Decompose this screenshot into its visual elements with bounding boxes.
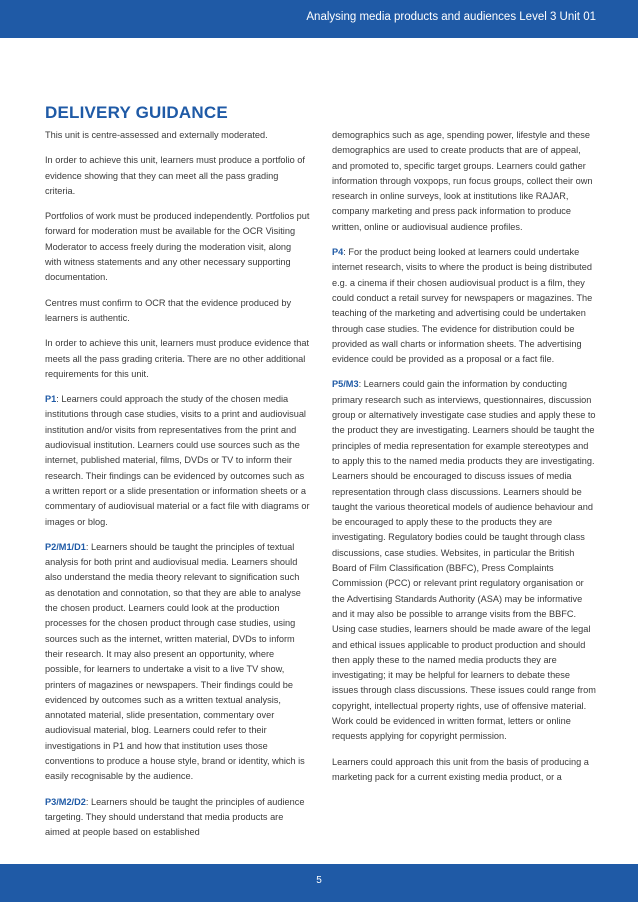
section-title: DELIVERY GUIDANCE bbox=[45, 103, 228, 122]
criteria-label: P3/M2/D2 bbox=[45, 796, 86, 807]
paragraph: In order to achieve this unit, learners must produce a portfolio of evidence showing that they can meet all the pass grading criteria. bbox=[45, 155, 305, 196]
footer-bar bbox=[0, 864, 638, 902]
unit-title: Analysing media products and audiences Level 3 Unit 01 bbox=[306, 11, 596, 23]
paragraph: This unit is centre-assessed and externally moderated. bbox=[45, 130, 268, 140]
paragraph: Centres must confirm to OCR that the evidence produced by learners is authentic. bbox=[45, 297, 292, 323]
right-column bbox=[332, 128, 597, 795]
paragraph: P4: For the product being looked at learners could undertake internet research, visits to where the product is being distributed e.g. a cinema if their chosen audiovisual product is a film, they could conduct a retail survey for newspapers or magazines. The teaching of the marketing and advertising could be undertaken through case studies. The evidence for distribution could be provided as wall charts or information sheets. The advertising evidence could be provided as a proposal or a fact file. bbox=[332, 247, 593, 365]
paragraph: Portfolios of work must be produced independently. Portfolios put forward for moderation must be available for the OCR Visiting Moderator to access freely during the moderation visit, along with witness statements and any other necessary supporting documentation. bbox=[45, 211, 310, 283]
paragraph: demographics such as age, spending power, lifestyle and these demographics are used to create products that are of appeal, and promoted to, specific target groups. Learners could gather information through voxpops, run focus groups, collect their own research in online surveys, look at institutions like RAJAR, company marketing and press pack information to produce written, online or audiovisual audience profiles. bbox=[332, 130, 593, 232]
criteria-label: P4 bbox=[332, 247, 344, 258]
criteria-label: P2/M1/D1 bbox=[45, 541, 86, 552]
criteria-label: P5/M3 bbox=[332, 379, 359, 390]
criteria-label: P1 bbox=[45, 394, 57, 405]
page-number: 5 bbox=[316, 875, 322, 886]
paragraph: P5/M3: Learners could gain the information by conducting primary research such as interviews, questionnaires, discussion group or alternatively investigate case studies and apply these to the product they are investigating. Learners should be taught the principles of media representation for example stereotypes and to apply this to the named media products they are investigating. Learners should be encouraged to discuss issues of media representation through class discussions. Learners should be taught the various theoretical models of audience behaviour and be encouraged to apply these to the products they are investigating. Regulatory bodies could be taught through class discussions, case studies. Websites, in particular the British Board of Film Classification (BBFC), Press Complaints Commission (PCC) or relevant print regulatory organisation or the Advertising Standards Authority (ASA) may be informative and it may also be possible to arrange visits from the BBFC. Using case studies, learners should be made aware of the legal and ethical issues applicable to product production and should then apply these to the named media products they are investigating; it may be helpful for learners to debate these issues through class discussions. These issues could range from copyright, intellectual property rights, use of offensive material. Work could be evidenced in written format, letters or online requests applying for copyright permission. bbox=[332, 379, 596, 742]
header-bar bbox=[0, 0, 638, 38]
paragraph: Learners could approach this unit from the basis of producing a marketing pack for a current existing media product, or a bbox=[332, 756, 589, 782]
paragraph: P2/M1/D1: Learners should be taught the principles of textual analysis for both print and audiovisual media. Learners should also understand the media theory relevant to signification such as denotation and connotation, so that they are able to analyse the chosen product. Learners could look at the production processes for the chosen product through case studies, using sources such as the internet, written material, DVDs to inform their research. It may also present an opportunity, where possible, for learners to undertake a visit to a live TV show, printers of magazines or newspapers. Their findings could be evidenced by outcomes such as a written textual analysis, annotated material, slide presentation, commentary over audiovisual material, blog. Learners could refer to their investigations in P1 and how that institution uses those conventions to produce a house style, brand or identity, which is easily recognisable by the audience. bbox=[45, 541, 305, 782]
paragraph: In order to achieve this unit, learners must produce evidence that meets all the pass grading criteria. There are no other additional requirements for this unit. bbox=[45, 338, 310, 379]
paragraph: P1: Learners could approach the study of the chosen media institutions through case studies, visits to a print and audiovisual institution and/or visits from representatives from the print and audiovisual institution. Learners could use sources such as the internet, published material, films, DVDs or TV to inform their research. Their findings can be evidenced by outcomes such as a written report or a slide presentation or information sheets or a commentary of audiovisual material or a fact file with diagrams or images or blog. bbox=[45, 394, 310, 527]
left-column bbox=[45, 128, 310, 850]
paragraph: P3/M2/D2: Learners should be taught the principles of audience targeting. They should understand that media products are aimed at people based on established bbox=[45, 796, 305, 838]
